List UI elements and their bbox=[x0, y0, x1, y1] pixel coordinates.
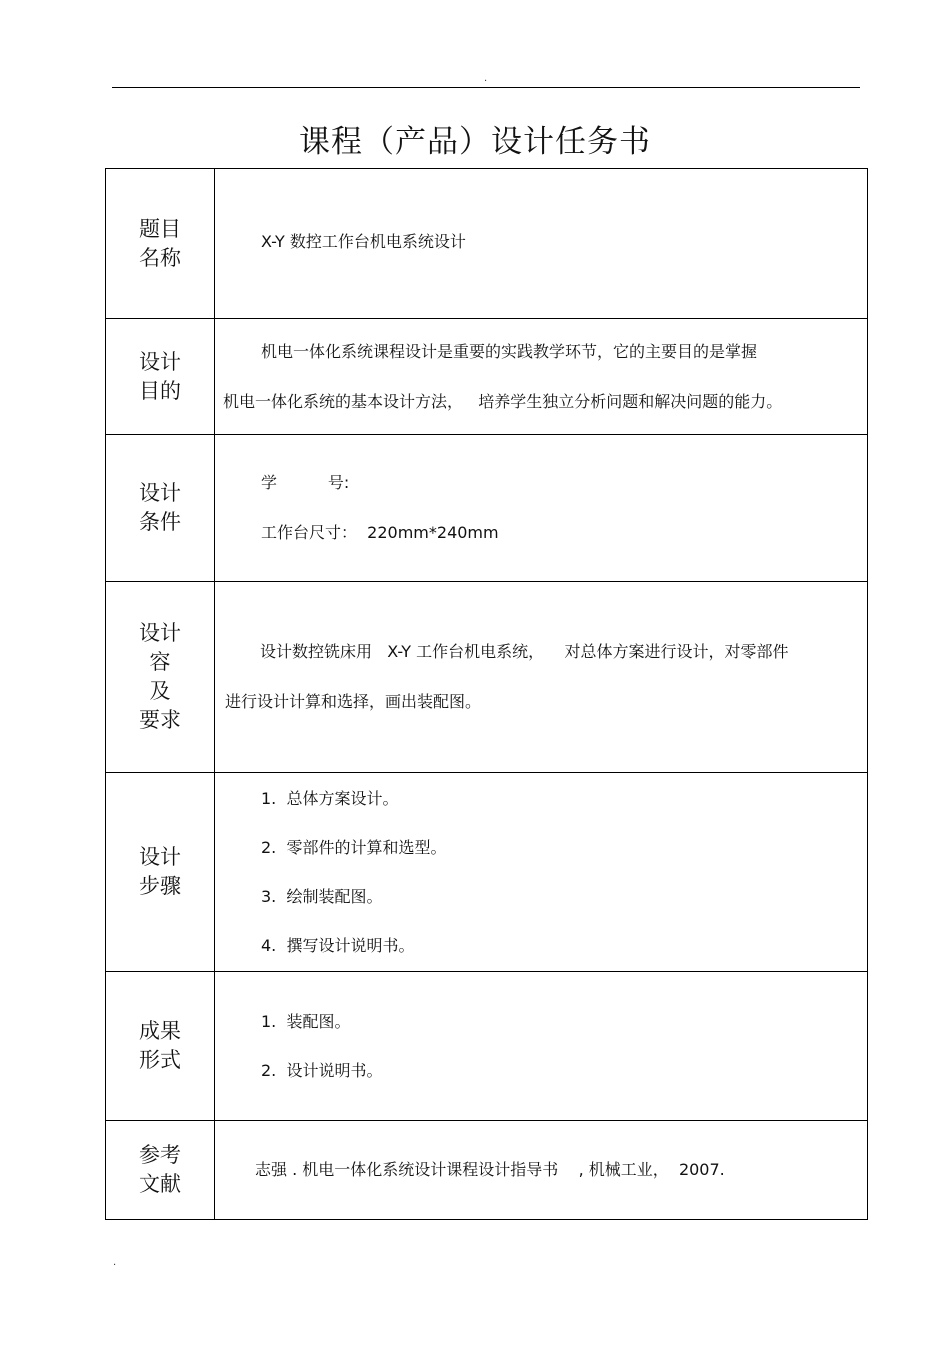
row-results bbox=[106, 972, 868, 1121]
label-references-line-1: 参考 bbox=[139, 1143, 181, 1167]
label-purpose-line-1: 设计 bbox=[139, 349, 181, 374]
content-line-1: 设计数控铣床用 X-Y 工作台机电系统， 对总体方案进行设计，对零部件 bbox=[260, 642, 789, 661]
label-purpose-line-2: 目的 bbox=[139, 378, 181, 403]
row-content bbox=[106, 582, 868, 773]
label-content bbox=[106, 582, 215, 773]
label-content-line-3: 及 bbox=[149, 679, 171, 703]
header-rule bbox=[112, 87, 860, 88]
step-3: 3. 绘制装配图。 bbox=[261, 886, 383, 906]
header-dot: . bbox=[484, 73, 488, 84]
label-purpose bbox=[106, 319, 215, 435]
row-steps bbox=[106, 773, 868, 972]
content-references bbox=[215, 1121, 868, 1220]
step-1: 1. 总体方案设计。 bbox=[261, 788, 399, 808]
task-table bbox=[105, 168, 868, 1220]
purpose-line-2: 机电一体化系统的基本设计方法， 培养学生独立分析问题和解决问题的能力。 bbox=[223, 391, 783, 411]
label-content-line-4: 要求 bbox=[139, 708, 181, 732]
label-steps-line-1: 设计 bbox=[139, 845, 181, 869]
content-steps bbox=[215, 773, 868, 972]
document-title: 课程（产品）设计任务书 bbox=[299, 124, 651, 160]
label-results-line-2: 形式 bbox=[139, 1048, 181, 1072]
step-4: 4. 撰写设计说明书。 bbox=[261, 935, 415, 955]
reference-1: 志强 . 机电一体化系统设计课程设计指导书 , 机械工业， 2007. bbox=[255, 1160, 725, 1179]
purpose-line-1: 机电一体化系统课程设计是重要的实践教学环节，它的主要目的是掌握 bbox=[261, 341, 758, 361]
content-purpose bbox=[215, 319, 868, 435]
conditions-student-id: 学 号: bbox=[261, 473, 350, 492]
label-results bbox=[106, 972, 215, 1121]
step-2: 2. 零部件的计算和选型。 bbox=[261, 837, 447, 857]
label-conditions bbox=[106, 435, 215, 582]
content-results bbox=[215, 972, 868, 1121]
label-conditions-line-2: 条件 bbox=[139, 510, 181, 534]
label-content-line-2: 容 bbox=[149, 650, 171, 674]
label-steps-line-2: 步骤 bbox=[139, 874, 181, 898]
content-requirements bbox=[215, 582, 868, 773]
row-purpose bbox=[106, 319, 868, 435]
conditions-table-size: 工作台尺寸： 220mm*240mm bbox=[261, 523, 499, 542]
label-references bbox=[106, 1121, 215, 1220]
footer-dot: . bbox=[113, 1257, 117, 1268]
row-topic bbox=[106, 169, 868, 319]
label-content-line-1: 设计 bbox=[139, 621, 181, 645]
result-2: 2. 设计说明书。 bbox=[261, 1060, 383, 1080]
label-topic-line-1: 题目 bbox=[139, 216, 181, 241]
row-references bbox=[106, 1121, 868, 1220]
content-line-2: 进行设计计算和选择，画出装配图。 bbox=[225, 692, 482, 711]
content-topic bbox=[215, 169, 868, 319]
label-references-line-2: 文献 bbox=[139, 1172, 181, 1196]
label-results-line-1: 成果 bbox=[139, 1019, 181, 1043]
content-conditions bbox=[215, 435, 868, 582]
topic-text: X-Y 数控工作台机电系统设计 bbox=[261, 232, 466, 251]
result-1: 1. 装配图。 bbox=[261, 1011, 351, 1031]
label-steps bbox=[106, 773, 215, 972]
row-conditions bbox=[106, 435, 868, 582]
label-topic bbox=[106, 169, 215, 319]
label-conditions-line-1: 设计 bbox=[139, 481, 181, 505]
label-topic-line-2: 名称 bbox=[139, 245, 181, 270]
